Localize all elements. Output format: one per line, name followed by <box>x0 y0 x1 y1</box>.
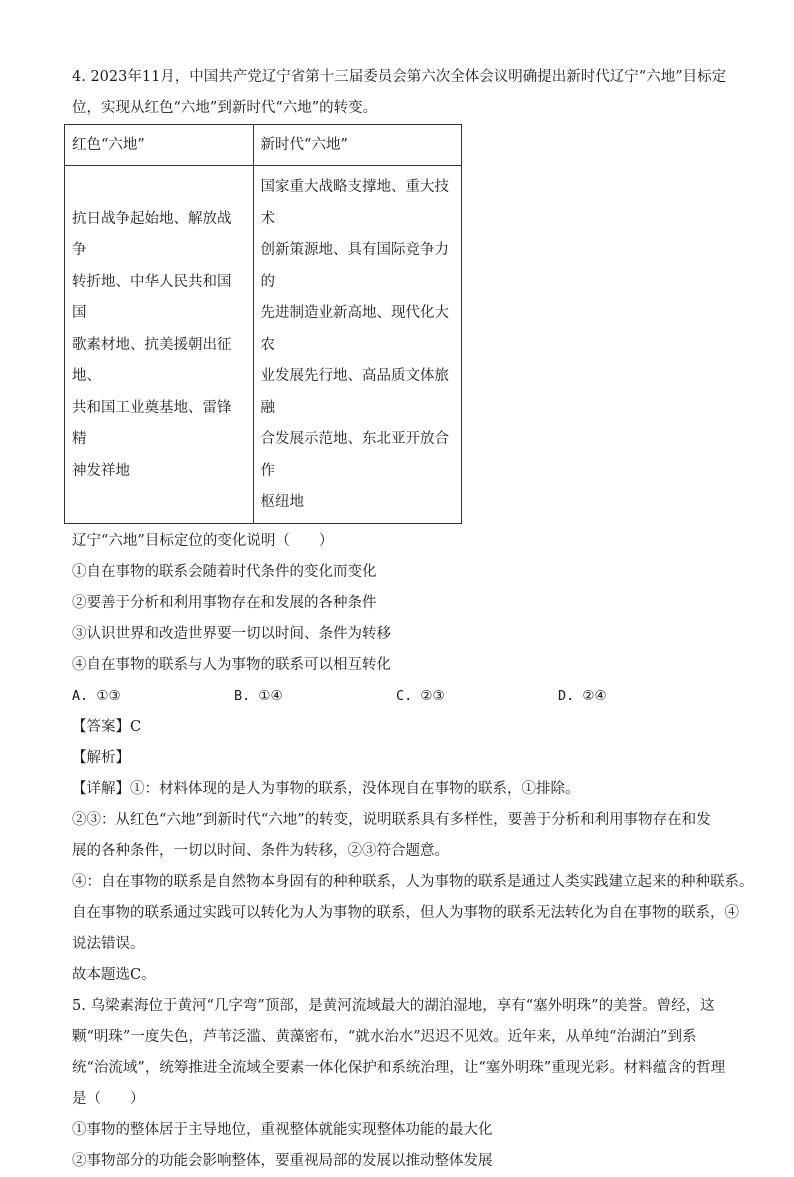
table-cell-red <box>65 166 254 524</box>
table-cell-red-line: 共和国工业奠基地、雷锋精 <box>72 399 232 447</box>
q5-stem-line-1: 5. 乌梁素海位于黄河“几字弯”顶部，是黄河流域最大的湖泊湿地，享有“塞外明珠”的美誉。曾经，这 <box>72 997 715 1014</box>
table-cell-red-line: 转折地、中华人民共和国国 <box>72 273 232 321</box>
q4-detail-1 <box>72 774 724 805</box>
q4-detail-4: ④：自在事物的联系是自然物本身固有的种种联系，人为事物的联系是通过人类实践建立起来的种种联系。 <box>72 873 754 890</box>
q5-stem-line-3: 统“治流域”，统筹推进全流域全要素一体化保护和系统治理，让“塞外明珠”重现光彩。材料蕴含的哲理 <box>72 1059 726 1076</box>
q4-item-4: ④自在事物的联系与人为事物的联系可以相互转化 <box>72 656 391 673</box>
q4-question: 辽宁“六地”目标定位的变化说明（ ） <box>72 532 334 549</box>
q4-analysis-label: 【解析】 <box>72 749 130 766</box>
table-cell-new-era-line: 合发展示范地、东北亚开放合作 <box>260 431 450 479</box>
table-cell-red-line: 歌素材地、抗美援朝出征地、 <box>72 336 232 384</box>
table-cell-red-line: 抗日战争起始地、解放战争 <box>72 210 232 258</box>
table-cell-new-era-line: 枢纽地 <box>260 494 305 510</box>
option-b: B. ①④ <box>234 687 283 704</box>
q4-stem-line-1: 4. 2023年11月，中国共产党辽宁省第十三届委员会第六次全体会议明确提出新时代辽宁“六地”目标定 <box>72 69 727 85</box>
table-cell-new-era <box>253 166 461 524</box>
q4-detail-3: 展的各种条件，一切以时间、条件为转移，②③符合题意。 <box>72 842 449 859</box>
table-cell-new-era-line: 创新策源地、具有国际竞争力的 <box>260 242 450 290</box>
table-cell-new-era-line: 业发展先行地、高品质文体旅融 <box>260 368 450 416</box>
document-page <box>72 62 754 1177</box>
option-c: C. ②③ <box>396 687 445 704</box>
answer-value: C <box>130 718 142 735</box>
q4-stem-line-2: 位，实现从红色“六地”到新时代“六地”的转变。 <box>72 100 378 116</box>
detail-label: 【详解】 <box>72 780 130 797</box>
q5-stem-line-2: 颗“明珠”一度失色，芦苇泛滥、黄藻密布，“就水治水”迟迟不见效。近年来，从单纯“治湖泊”到系 <box>72 1028 697 1045</box>
q4-conclusion: 故本题选C。 <box>72 966 156 983</box>
q4-answer <box>72 712 724 743</box>
liuodi-table <box>64 124 462 524</box>
q4-item-1: ①自在事物的联系会随着时代条件的变化而变化 <box>72 563 377 580</box>
detail-text: ①：材料体现的是人为事物的联系，没体现自在事物的联系，①排除。 <box>130 780 580 797</box>
table-cell-new-era-line: 国家重大战略支撑地、重大技术 <box>260 179 450 227</box>
q4-item-3: ③认识世界和改造世界要一切以时间、条件为转移 <box>72 625 391 642</box>
table-head-new-era: 新时代“六地” <box>253 125 461 166</box>
q4-detail-6: 说法错误。 <box>72 935 145 952</box>
table-head-red: 红色“六地” <box>65 125 254 166</box>
table-cell-new-era-line: 先进制造业新高地、现代化大农 <box>260 305 450 353</box>
table-cell-red-line: 神发祥地 <box>72 462 130 479</box>
q4-options <box>72 681 724 712</box>
q5-stem-line-4: 是（ ） <box>72 1090 145 1107</box>
q5-item-2: ②事物部分的功能会影响整体，要重视局部的发展以推动整体发展 <box>72 1152 493 1169</box>
q4-detail-5: 自在事物的联系通过实践可以转化为人为事物的联系，但人为事物的联系无法转化为自在事物的联系，④ <box>72 904 739 921</box>
option-a: A. ①③ <box>72 687 121 704</box>
answer-label: 【答案】 <box>72 718 130 735</box>
q5-item-1: ①事物的整体居于主导地位，重视整体就能实现整体功能的最大化 <box>72 1121 493 1138</box>
q4-item-2: ②要善于分析和利用事物存在和发展的各种条件 <box>72 594 377 611</box>
option-d: D. ②④ <box>558 687 607 704</box>
q4-detail-2: ②③：从红色“六地”到新时代“六地”的转变，说明联系具有多样性，要善于分析和利用事物存在和发 <box>72 811 711 828</box>
